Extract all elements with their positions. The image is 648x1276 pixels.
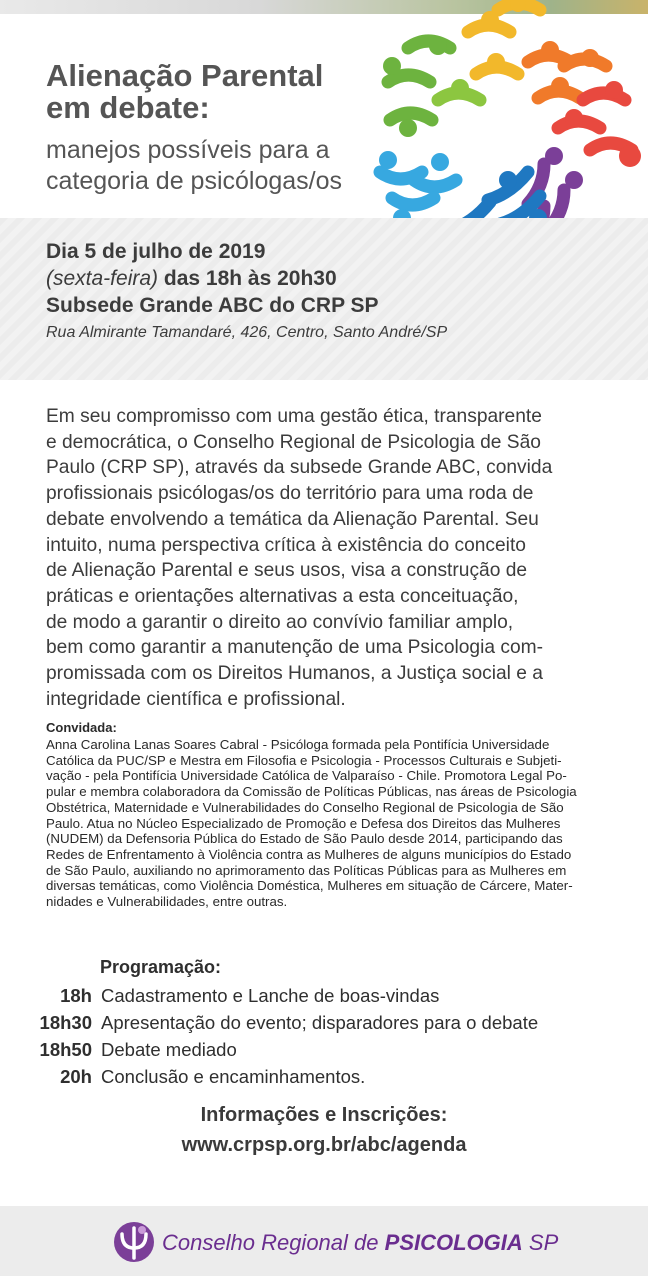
program-item: [0, 985, 648, 1011]
event-place: Subsede Grande ABC do CRP SP: [46, 294, 379, 317]
intro-line: de modo a garantir o direito ao convívio familiar amplo,: [46, 611, 514, 633]
program-item: [0, 1066, 648, 1092]
intro-paragraph: [46, 404, 602, 712]
program-item-text: Debate mediado: [101, 1039, 237, 1060]
guest-bio-line: de São Paulo, auxiliando no aprimoramento das Políticas Públicas para as Mulheres em: [46, 862, 567, 878]
program-item: [0, 1012, 648, 1038]
guest-bio-line: (NUDEM) da Defensoria Pública do Estado de São Paulo desde 2014, participando das: [46, 831, 563, 847]
guest-bio: [46, 737, 606, 910]
guest-label: Convidada:: [46, 720, 117, 735]
intro-line: Em seu compromisso com uma gestão ética, transparente: [46, 406, 542, 427]
intro-line: debate envolvendo a temática da Alienação Parental. Seu: [46, 508, 539, 530]
program-item-time: 18h30: [39, 1012, 92, 1033]
program-title: Programação:: [100, 957, 222, 977]
footer-regional: Regional de: [261, 1230, 379, 1255]
program-item-time: 18h50: [39, 1039, 92, 1060]
event-address: Rua Almirante Tamandaré, 426, Centro, Santo André/SP: [46, 324, 448, 341]
guest-bio-line: Obstétrica, Maternidade e Vulnerabilidades do Conselho Regional de Psicologia de São: [46, 799, 564, 815]
guest-bio-line: pular e membra colaboradora da Comissão de Políticas Públicas, nas áreas de Psicologia: [46, 784, 577, 800]
program-item-time: 18h: [60, 985, 92, 1006]
footer-conselho: Conselho: [162, 1230, 255, 1255]
intro-line: práticas e orientações alternativas a esta conceituação,: [46, 585, 519, 607]
intro-line: bem como garantir a manutenção de uma Psicologia com-: [46, 637, 543, 659]
page-title-line1: Alienação Parental: [46, 58, 324, 93]
footer-psicologia: PSICOLOGIA: [384, 1230, 523, 1255]
program-item: [0, 1039, 648, 1065]
program-item-text: Cadastramento e Lanche de boas-vindas: [101, 985, 440, 1006]
footer-sp: SP: [528, 1230, 559, 1255]
page-title-line2: em debate:: [46, 90, 210, 125]
guest-bio-line: Anna Carolina Lanas Soares Cabral - Psicóloga formada pela Pontifícia Universidade: [46, 737, 550, 752]
page-subtitle-line1: manejos possíveis para a: [46, 136, 330, 164]
program-item-text: Apresentação do evento; disparadores para o debate: [101, 1012, 539, 1033]
intro-line: profissionais psicólogas/os do território para uma roda de: [46, 483, 534, 505]
event-time: [46, 267, 337, 291]
event-weekday: (sexta-feira): [46, 267, 159, 290]
guest-bio-line: Católica da PUC/SP e Mestra em Filosofia e Psicologia - Processos Culturais e Subjeti-: [46, 752, 562, 768]
guest-bio-line: vação - pela Pontifícia Universidade Católica de Valparaíso - Chile. Promotora Legal Po-: [46, 768, 567, 784]
info-title: Informações e Inscrições:: [200, 1104, 448, 1126]
page-subtitle-line2: categoria de psicólogas/os: [46, 167, 343, 195]
footer-brand: [162, 1230, 558, 1256]
intro-line: intuito, numa perspectiva crítica à existência do conceito: [46, 534, 526, 556]
registration-link[interactable]: www.crpsp.org.br/abc/agenda: [181, 1134, 467, 1156]
event-date: Dia 5 de julho de 2019: [46, 240, 266, 263]
intro-line: Paulo (CRP SP), através da subsede Grande ABC, convida: [46, 457, 553, 479]
psi-logo-icon: [112, 1220, 156, 1264]
intro-line: promissada com os Direitos Humanos, a Justiça social e a: [46, 663, 543, 685]
guest-bio-line: nidades e Vulnerabilidades, entre outras.: [46, 894, 288, 910]
intro-line: de Alienação Parental e seus usos, visa a construção de: [46, 560, 528, 582]
program-item-time: 20h: [60, 1066, 92, 1087]
guest-bio-line: Redes de Enfrentamento à Violência contra as Mulheres de alguns municípios do Estado: [46, 846, 572, 862]
intro-line: e democrática, o Conselho Regional de Psicologia de São: [46, 431, 541, 453]
guest-bio-line: diversas temáticas, como Violência Doméstica, Mulheres em situação de Cárcere, Mater-: [46, 878, 573, 894]
intro-line: integridade científica e profissional.: [46, 688, 346, 710]
guest-bio-line: Paulo. Atua no Núcleo Especializado de Promoção e Defesa dos Direitos das Mulheres: [46, 815, 561, 831]
event-hours: das 18h às 20h30: [163, 267, 337, 290]
program-item-text: Conclusão e encaminhamentos.: [101, 1066, 366, 1087]
